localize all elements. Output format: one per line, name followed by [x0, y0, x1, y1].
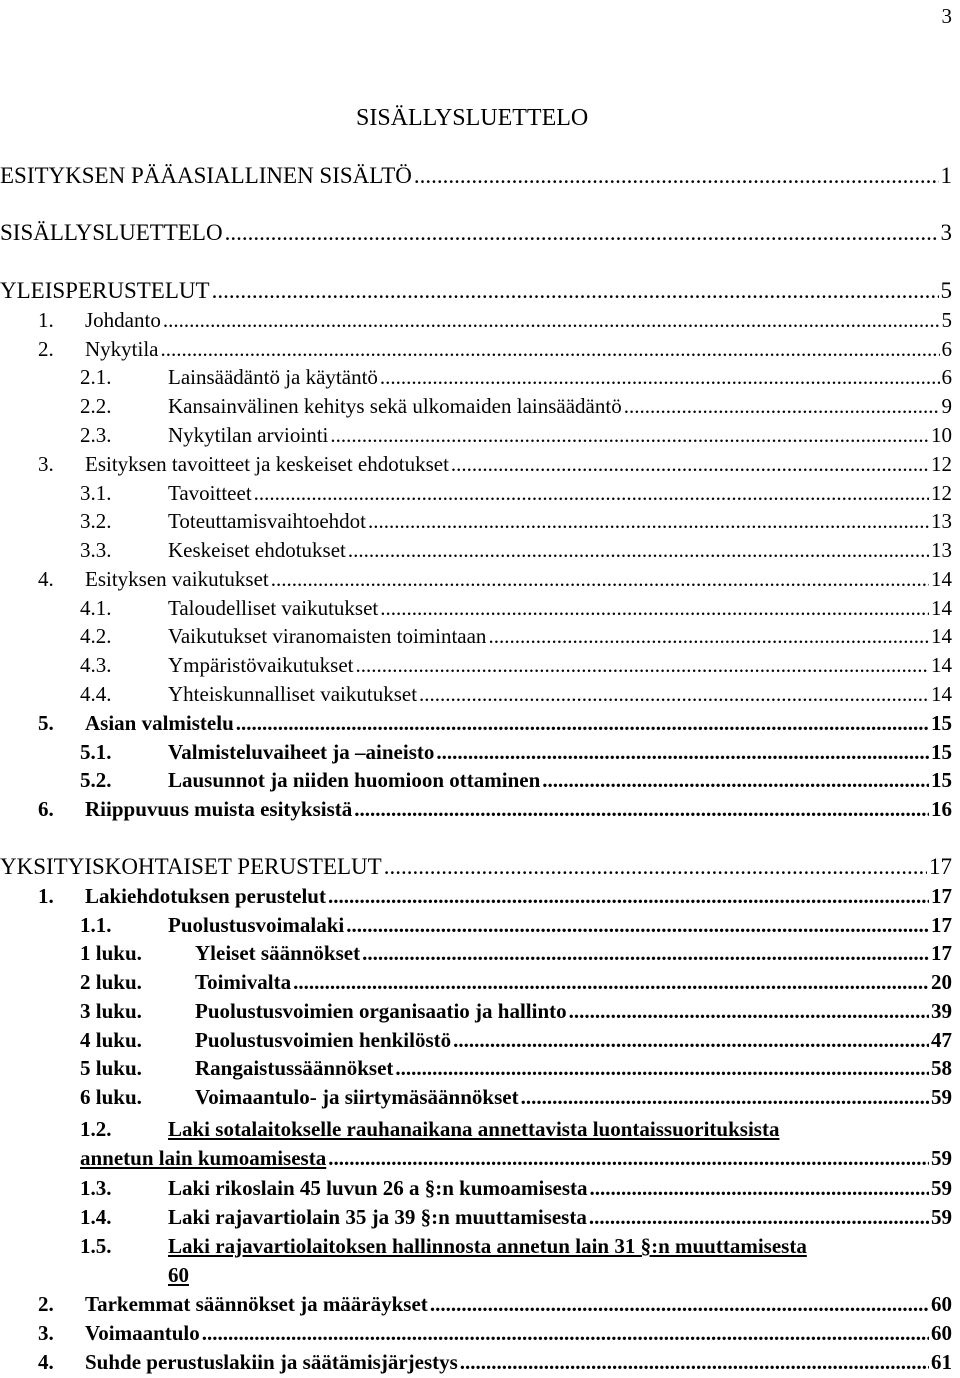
toc-entry-page: 14	[931, 624, 952, 648]
toc-entry-number: 3 luku.	[80, 999, 142, 1023]
toc-entry-number: 6.	[38, 797, 54, 821]
leader-dots	[163, 307, 940, 333]
toc-entry-page: 3	[940, 220, 952, 245]
leader-dots	[542, 767, 929, 793]
toc-entry-title: Suhde perustuslakiin ja säätämisjärjestys	[85, 1350, 458, 1374]
toc-entry-number: 4.2.	[80, 624, 112, 648]
toc-entry-number: 5.	[38, 711, 54, 735]
toc-entry[interactable]	[0, 1349, 952, 1375]
toc-entry-page: 12	[931, 452, 952, 476]
leader-dots	[451, 451, 929, 477]
toc-entry[interactable]	[0, 451, 952, 477]
toc-entry-number: 2.	[38, 337, 54, 361]
toc-entry-number: 2.1.	[80, 365, 112, 389]
toc-entry-page: 12	[931, 481, 952, 505]
leader-dots	[414, 163, 939, 189]
leader-dots	[254, 480, 929, 506]
toc-entry[interactable]	[0, 220, 952, 246]
toc-entry-title: Riippuvuus muista esityksistä	[85, 797, 353, 821]
toc-entry[interactable]	[0, 969, 952, 995]
toc-entry-number: 5 luku.	[80, 1056, 142, 1080]
toc-entry-title: YLEISPERUSTELUT	[0, 278, 210, 303]
toc-entry-page: 14	[931, 596, 952, 620]
toc-entry-title: Tarkemmat säännökset ja määräykset	[85, 1292, 428, 1316]
toc-entry-number: 1.2.	[80, 1117, 112, 1141]
toc-entry-page: 10	[931, 423, 952, 447]
leader-dots	[430, 1291, 929, 1317]
toc-entry-number: 4 luku.	[80, 1028, 142, 1052]
toc-entry-title: Esityksen tavoitteet ja keskeiset ehdotukset	[85, 452, 449, 476]
toc-entry-page: 13	[931, 509, 952, 533]
toc-entry[interactable]	[0, 623, 952, 649]
toc-entry-number: 1.1.	[80, 913, 112, 937]
leader-dots	[521, 1084, 929, 1110]
toc-entry-page: 17	[931, 941, 952, 965]
toc-entry-title: Asian valmistelu	[85, 711, 234, 735]
toc-entry[interactable]	[0, 1116, 952, 1142]
toc-entry[interactable]	[0, 1084, 952, 1110]
toc-entry-number: 1.	[38, 308, 54, 332]
leader-dots	[348, 537, 929, 563]
toc-entry-number: 4.4.	[80, 682, 112, 706]
toc-entry-number: 3.2.	[80, 509, 112, 533]
toc-entry[interactable]	[0, 854, 952, 880]
toc-entry[interactable]	[0, 1027, 952, 1053]
toc-entry-title: Nykytilan arviointi	[168, 423, 329, 447]
toc-entry-title: Voimaantulo	[85, 1321, 200, 1345]
toc-entry[interactable]	[0, 278, 952, 304]
toc-entry-number: 1.3.	[80, 1176, 112, 1200]
toc-entry-title: Lausunnot ja niiden huomioon ottaminen	[168, 768, 541, 792]
toc-entry-title: Laki rajavartiolain 35 ja 39 §:n muuttamisesta	[168, 1205, 587, 1229]
toc-entry[interactable]	[0, 595, 952, 621]
toc-entry-page: 9	[941, 394, 952, 418]
toc-entry-title: Vaikutukset viranomaisten toimintaan	[168, 624, 487, 648]
toc-entry[interactable]	[0, 710, 952, 736]
toc-entry-page: 60	[931, 1321, 952, 1345]
toc-entry-number: 3.1.	[80, 481, 112, 505]
toc-entry-title: Nykytila	[85, 337, 159, 361]
leader-dots	[362, 940, 929, 966]
toc-entry-title: ESITYKSEN PÄÄASIALLINEN SISÄLTÖ	[0, 163, 412, 188]
leader-dots	[328, 1145, 929, 1171]
toc-entry[interactable]	[0, 796, 952, 822]
toc-entry-page: 14	[931, 567, 952, 591]
toc-entry-page: 6	[941, 365, 952, 389]
toc-entry-title: Kansainvälinen kehitys sekä ulkomaiden lainsäädäntö	[168, 394, 622, 418]
leader-dots	[488, 623, 929, 649]
toc-entry-number: 3.	[38, 1321, 54, 1345]
toc-entry-page: 20	[931, 970, 952, 994]
toc-entry[interactable]	[0, 1233, 952, 1259]
toc-entry[interactable]	[0, 163, 952, 189]
toc-entry-page: 60	[168, 1263, 189, 1287]
toc-entry-number: 3.	[38, 452, 54, 476]
toc-entry-number: 2.3.	[80, 423, 112, 447]
toc-entry-title: Valmisteluvaiheet ja –aineisto	[168, 740, 435, 764]
toc-entry-title: Laki sotalaitokselle rauhanaikana annettavista luontaissuorituksista	[168, 1117, 780, 1141]
toc-entry[interactable]	[0, 566, 952, 592]
toc-entry-title: Puolustusvoimalaki	[168, 913, 345, 937]
toc-entry-page: 59	[931, 1205, 952, 1229]
toc-entry[interactable]	[0, 537, 952, 563]
toc-entry[interactable]	[0, 1055, 952, 1081]
toc-entry-page: 58	[931, 1056, 952, 1080]
toc-entry-title: Laki rajavartiolaitoksen hallinnosta annetun lain 31 §:n muuttamisesta	[168, 1234, 807, 1258]
leader-dots	[354, 796, 929, 822]
toc-entry[interactable]	[0, 681, 952, 707]
toc-entry[interactable]	[0, 364, 952, 390]
page-number: 3	[941, 4, 952, 28]
leader-dots	[569, 998, 929, 1024]
toc-entry-title: Puolustusvoimien henkilöstö	[195, 1028, 452, 1052]
toc-entry-title: Tavoitteet	[168, 481, 252, 505]
toc-entry[interactable]	[0, 1175, 952, 1201]
toc-entry-number: 1.	[38, 884, 54, 908]
toc-entry-number: 1 luku.	[80, 941, 142, 965]
toc-entry[interactable]	[0, 393, 952, 419]
toc-entry-page: 5	[941, 308, 952, 332]
toc-entry-page: 15	[931, 740, 952, 764]
leader-dots	[380, 595, 929, 621]
toc-entry[interactable]	[0, 307, 952, 333]
toc-entry[interactable]	[0, 767, 952, 793]
toc-entry[interactable]	[0, 480, 952, 506]
toc-entry-title: Voimaantulo- ja siirtymäsäännökset	[195, 1085, 519, 1109]
leader-dots	[436, 739, 929, 765]
toc-entry-title: Keskeiset ehdotukset	[168, 538, 346, 562]
toc-entry-number: 4.	[38, 1350, 54, 1374]
leader-dots	[384, 854, 927, 880]
leader-dots	[395, 1055, 929, 1081]
toc-entry-page: 1	[940, 163, 952, 188]
toc-entry-title: Lakiehdotuksen perustelut	[85, 884, 326, 908]
leader-dots	[293, 969, 929, 995]
toc-entry-title: Taloudelliset vaikutukset	[168, 596, 379, 620]
toc-entry-page: 39	[931, 999, 952, 1023]
toc-entry-page: 59	[931, 1146, 952, 1170]
leader-dots	[212, 278, 939, 304]
toc-entry-title: Toimivalta	[195, 970, 292, 994]
toc-entry[interactable]	[0, 883, 952, 909]
leader-dots	[589, 1204, 929, 1230]
toc-entry-page: 17	[931, 884, 952, 908]
leader-dots	[419, 681, 929, 707]
leader-dots	[624, 393, 940, 419]
leader-dots	[460, 1349, 929, 1375]
toc-entry-title-cont: annetun lain kumoamisesta	[80, 1146, 327, 1170]
toc-entry[interactable]	[0, 998, 952, 1024]
toc-entry-page: 5	[940, 278, 952, 303]
leader-dots	[380, 364, 940, 390]
leader-dots	[368, 508, 929, 534]
toc-entry-number: 4.1.	[80, 596, 112, 620]
toc-entry-title: Puolustusvoimien organisaatio ja hallinto	[195, 999, 567, 1023]
toc-entry[interactable]	[0, 422, 952, 448]
toc-entry[interactable]	[0, 1204, 952, 1230]
toc-entry[interactable]	[0, 336, 952, 362]
toc-entry-title: Yhteiskunnalliset vaikutukset	[168, 682, 418, 706]
toc-entry-title: Yleiset säännökset	[195, 941, 361, 965]
toc-entry-page: 15	[931, 711, 952, 735]
toc-entry-title: Laki rikoslain 45 luvun 26 a §:n kumoamisesta	[168, 1176, 588, 1200]
leader-dots	[590, 1175, 929, 1201]
toc-entry-page: 14	[931, 682, 952, 706]
toc-entry-page: 59	[931, 1085, 952, 1109]
toc-entry-page: 13	[931, 538, 952, 562]
toc-entry-number: 3.3.	[80, 538, 112, 562]
toc-entry-number: 6 luku.	[80, 1085, 142, 1109]
toc-entry-title: SISÄLLYSLUETTELO	[0, 220, 223, 245]
toc-entry-number: 2 luku.	[80, 970, 142, 994]
toc-entry[interactable]	[0, 940, 952, 966]
toc-entry-title: Toteuttamisvaihtoehdot	[168, 509, 366, 533]
toc-entry[interactable]	[0, 652, 952, 678]
toc-entry-page: 14	[931, 653, 952, 677]
leader-dots	[346, 912, 929, 938]
leader-dots	[236, 710, 929, 736]
leader-dots	[271, 566, 929, 592]
toc-entry-page: 60	[931, 1292, 952, 1316]
toc-entry-page: 17	[931, 913, 952, 937]
toc-entry-page: 47	[931, 1028, 952, 1052]
leader-dots	[355, 652, 929, 678]
toc-entry[interactable]	[0, 1291, 952, 1317]
toc-entry-page: 17	[929, 854, 952, 879]
toc-entry-title: Rangaistussäännökset	[195, 1056, 394, 1080]
leader-dots	[330, 422, 929, 448]
toc-entry-page: 61	[931, 1350, 952, 1374]
toc-entry[interactable]	[0, 508, 952, 534]
toc-entry-number: 5.2.	[80, 768, 112, 792]
toc-entry-number: 1.5.	[80, 1234, 112, 1258]
toc-entry-page: 6	[941, 337, 952, 361]
leader-dots	[328, 883, 929, 909]
toc-entry-page: 59	[931, 1176, 952, 1200]
toc-entry-continuation[interactable]	[80, 1145, 952, 1171]
toc-entry-number: 5.1.	[80, 740, 112, 764]
toc-entry[interactable]	[0, 739, 952, 765]
leader-dots	[225, 220, 939, 246]
toc-entry[interactable]	[0, 912, 952, 938]
toc-entry-title: YKSITYISKOHTAISET PERUSTELUT	[0, 854, 382, 879]
toc-entry-number: 4.	[38, 567, 54, 591]
leader-dots	[202, 1320, 929, 1346]
toc-entry-number: 2.	[38, 1292, 54, 1316]
toc-entry-number: 2.2.	[80, 394, 112, 418]
toc-entry-title: Esityksen vaikutukset	[85, 567, 269, 591]
toc-entry-number: 1.4.	[80, 1205, 112, 1229]
toc-entry-page: 15	[931, 768, 952, 792]
toc-entry-title: Johdanto	[85, 308, 161, 332]
toc-entry-number: 4.3.	[80, 653, 112, 677]
leader-dots	[161, 336, 940, 362]
toc-entry-title: Lainsäädäntö ja käytäntö	[168, 365, 378, 389]
leader-dots	[453, 1027, 929, 1053]
toc-entry[interactable]	[0, 1320, 952, 1346]
toc-entry-page: 16	[931, 797, 952, 821]
toc-entry-title: Ympäristövaikutukset	[168, 653, 354, 677]
page-title: SISÄLLYSLUETTELO	[356, 105, 589, 131]
